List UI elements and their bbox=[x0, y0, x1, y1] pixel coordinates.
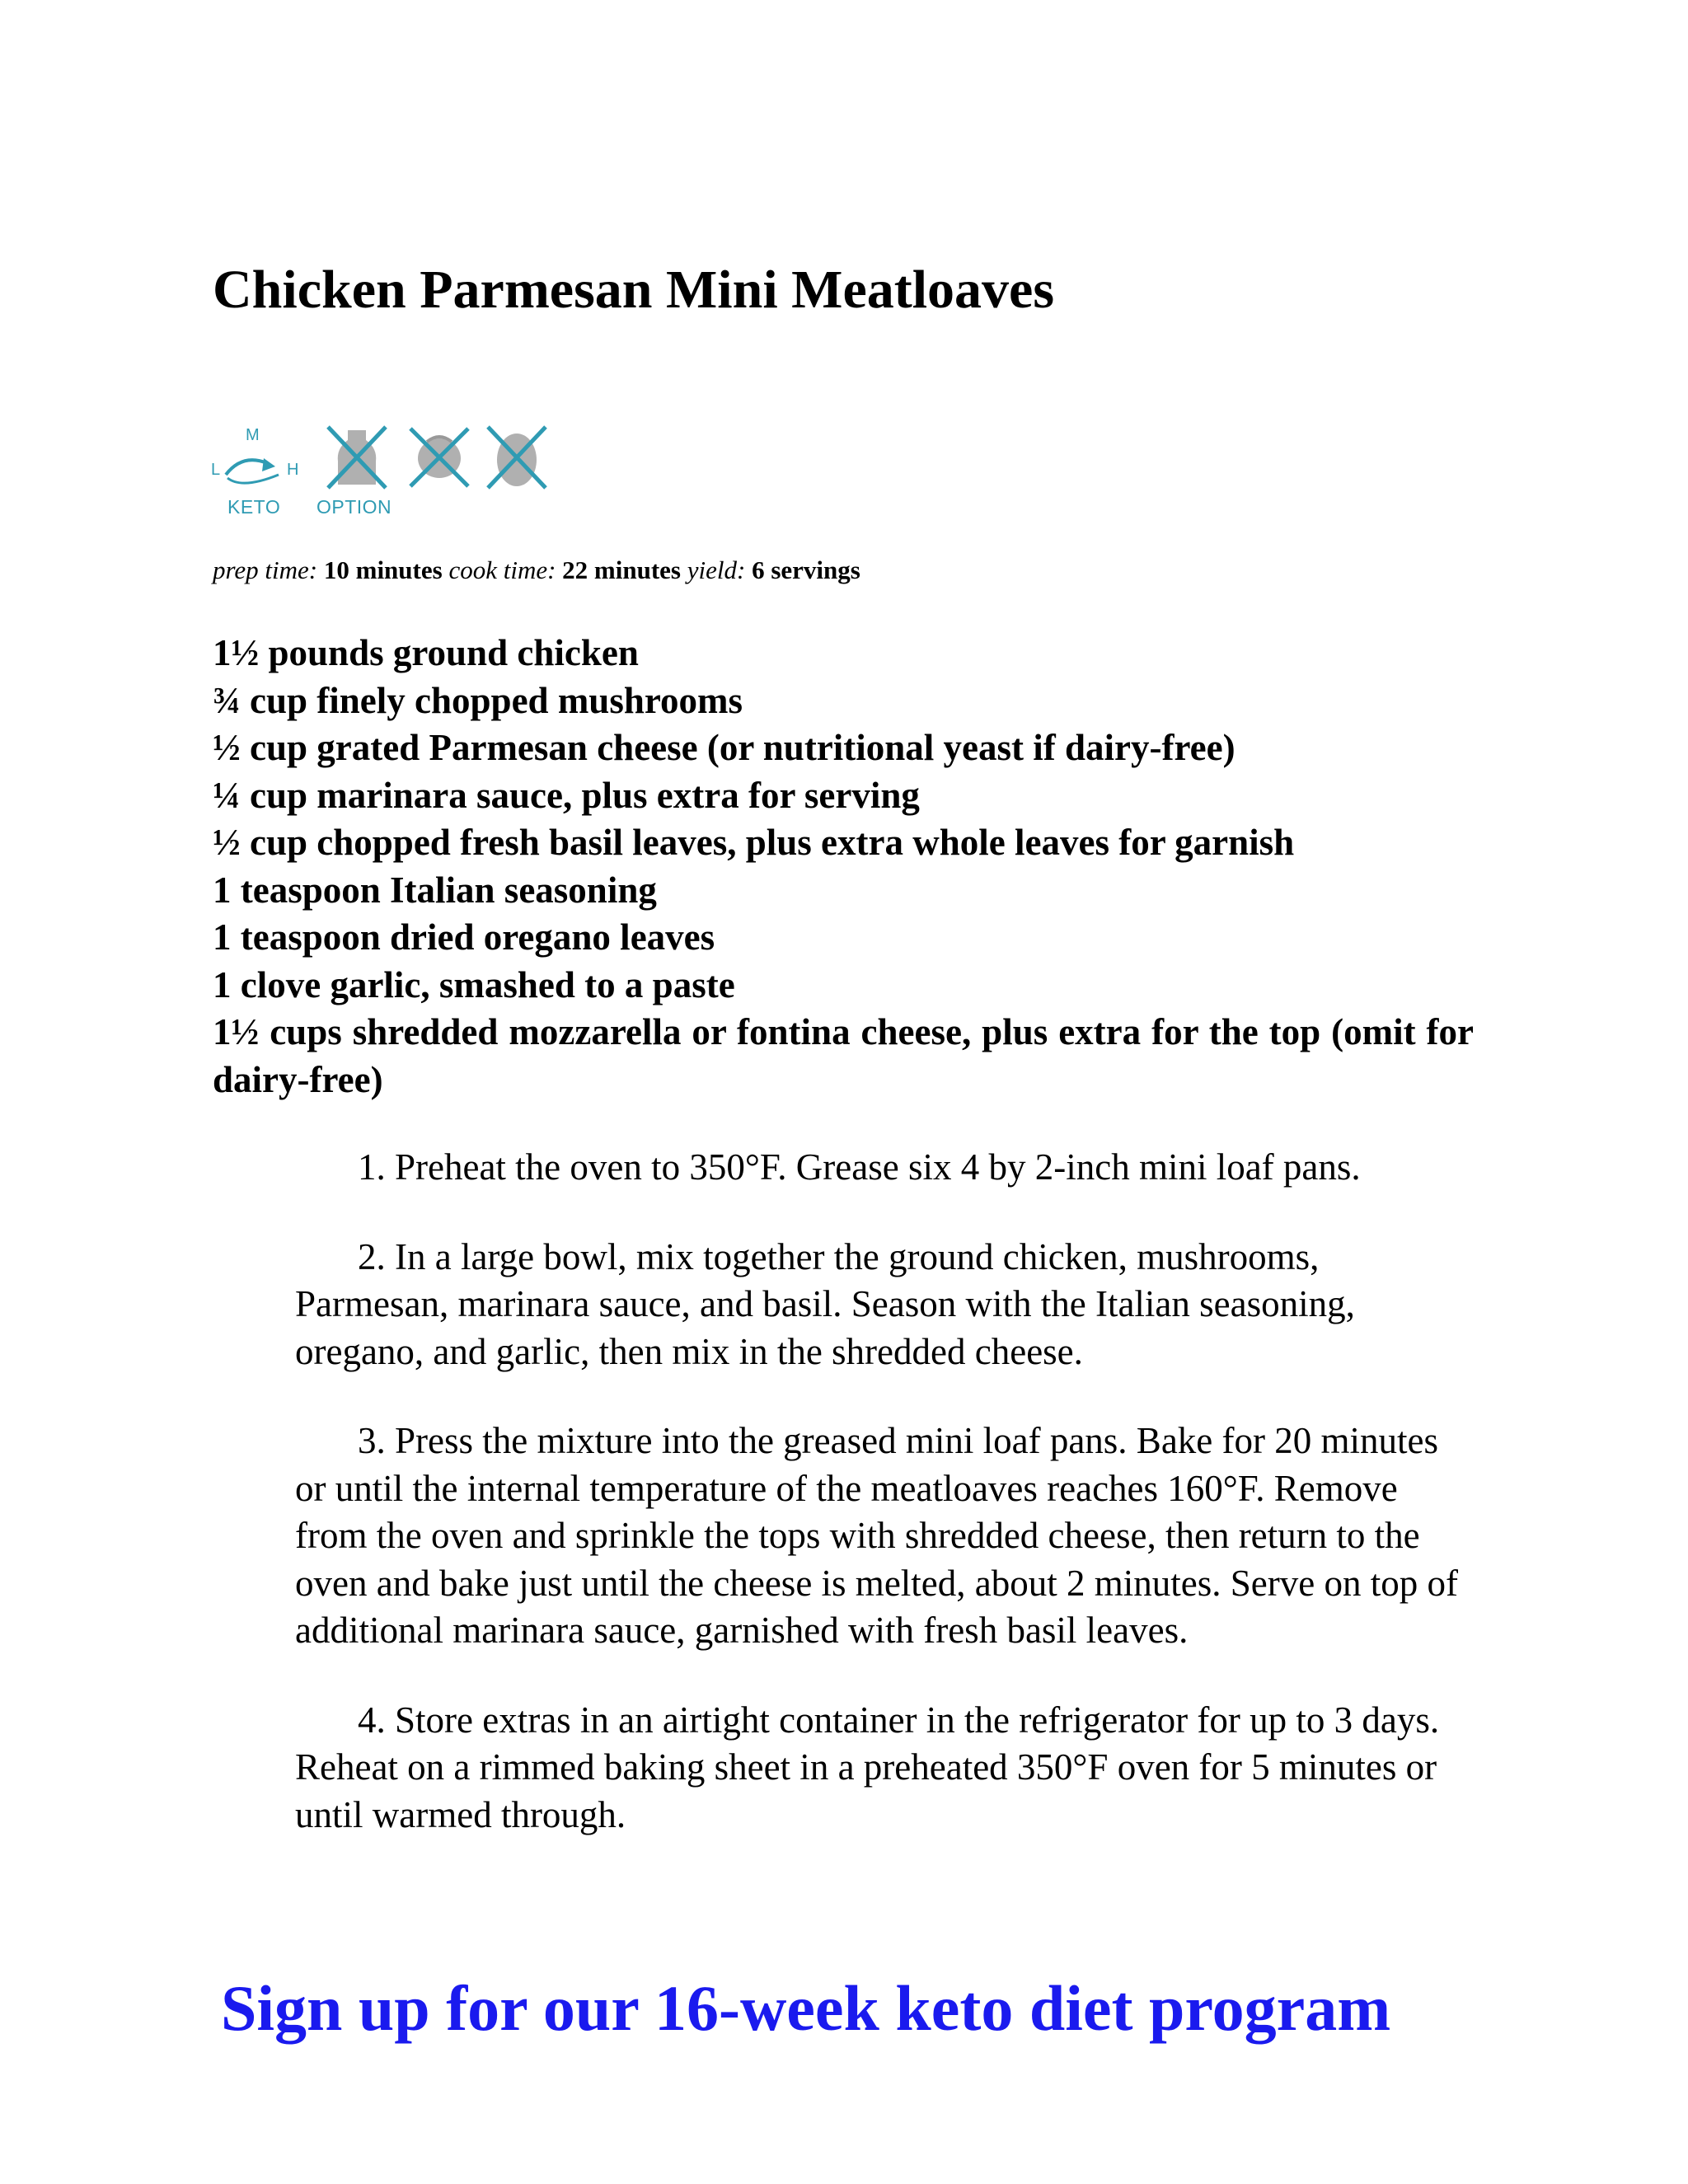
keto-label: KETO bbox=[227, 496, 281, 518]
instruction-list bbox=[295, 1144, 1474, 1881]
instruction-step: 2. In a large bowl, mix together the ground chicken, mushrooms, Parmesan, marinara sauce, and basil. Season with the Italian seasoning, oregano, and garlic, then mix in the shredded cheese. bbox=[295, 1235, 1355, 1372]
ingredient-item: 1 teaspoon Italian seasoning bbox=[213, 869, 657, 911]
ingredient-item: ¼ cup marinara sauce, plus extra for serving bbox=[213, 774, 920, 816]
keto-gauge-icon bbox=[206, 420, 305, 494]
prep-value: 10 minutes bbox=[323, 555, 443, 584]
ingredient-item: ½ cup grated Parmesan cheese (or nutritional yeast if dairy-free) bbox=[213, 727, 1236, 768]
yield-label: yield: bbox=[687, 555, 746, 584]
gauge-m-label: M bbox=[246, 426, 260, 444]
recipe-title: Chicken Parmesan Mini Meatloaves bbox=[213, 260, 1055, 320]
nut-crossed-icon bbox=[402, 420, 476, 494]
keto-program-signup-link[interactable]: Sign up for our 16-week keto diet program bbox=[221, 1972, 1391, 2044]
ingredient-item: ¾ cup finely chopped mushrooms bbox=[213, 679, 743, 721]
cook-label: cook time: bbox=[448, 555, 556, 584]
gauge-h-label: H bbox=[287, 461, 299, 479]
yield-value: 6 servings bbox=[752, 555, 860, 584]
gauge-l-label: L bbox=[211, 461, 221, 479]
ingredient-item: ½ cup chopped fresh basil leaves, plus extra whole leaves for garnish bbox=[213, 822, 1295, 863]
ingredient-item: 1½ pounds ground chicken bbox=[213, 632, 639, 673]
dairy-crossed-icon bbox=[320, 420, 394, 494]
recipe-meta bbox=[213, 554, 860, 587]
instruction-step: 3. Press the mixture into the greased mini loaf pans. Bake for 20 minutes or until the internal temperature of the meatloaves reaches 160°F. Remove from the oven and sprinkle the tops with shredded cheese, then return to the oven and bake just until the cheese is melted, about 2 minutes. Serve on top of additional marinara sauce, garnished with fresh basil leaves. bbox=[295, 1420, 1458, 1651]
instruction-step: 4. Store extras in an airtight container in the refrigerator for up to 3 days. Reheat on a rimmed baking sheet in a preheated 350°F oven for 5 minutes or until warmed through. bbox=[295, 1699, 1440, 1835]
ingredient-item: 1 teaspoon dried oregano leaves bbox=[213, 916, 715, 958]
ingredient-item: 1 clove garlic, smashed to a paste bbox=[213, 963, 735, 1005]
ingredient-item: 1½ cups shredded mozzarella or fontina cheese, plus extra for the top (omit for dairy-free) bbox=[213, 1011, 1474, 1100]
option-label: OPTION bbox=[316, 496, 392, 518]
ingredient-list bbox=[213, 630, 1474, 1104]
cook-value: 22 minutes bbox=[562, 555, 681, 584]
prep-label: prep time: bbox=[213, 555, 318, 584]
egg-crossed-icon bbox=[480, 420, 554, 494]
diet-badges bbox=[206, 420, 560, 527]
instruction-step: 1. Preheat the oven to 350°F. Grease six 4 by 2-inch mini loaf pans. bbox=[358, 1146, 1361, 1188]
